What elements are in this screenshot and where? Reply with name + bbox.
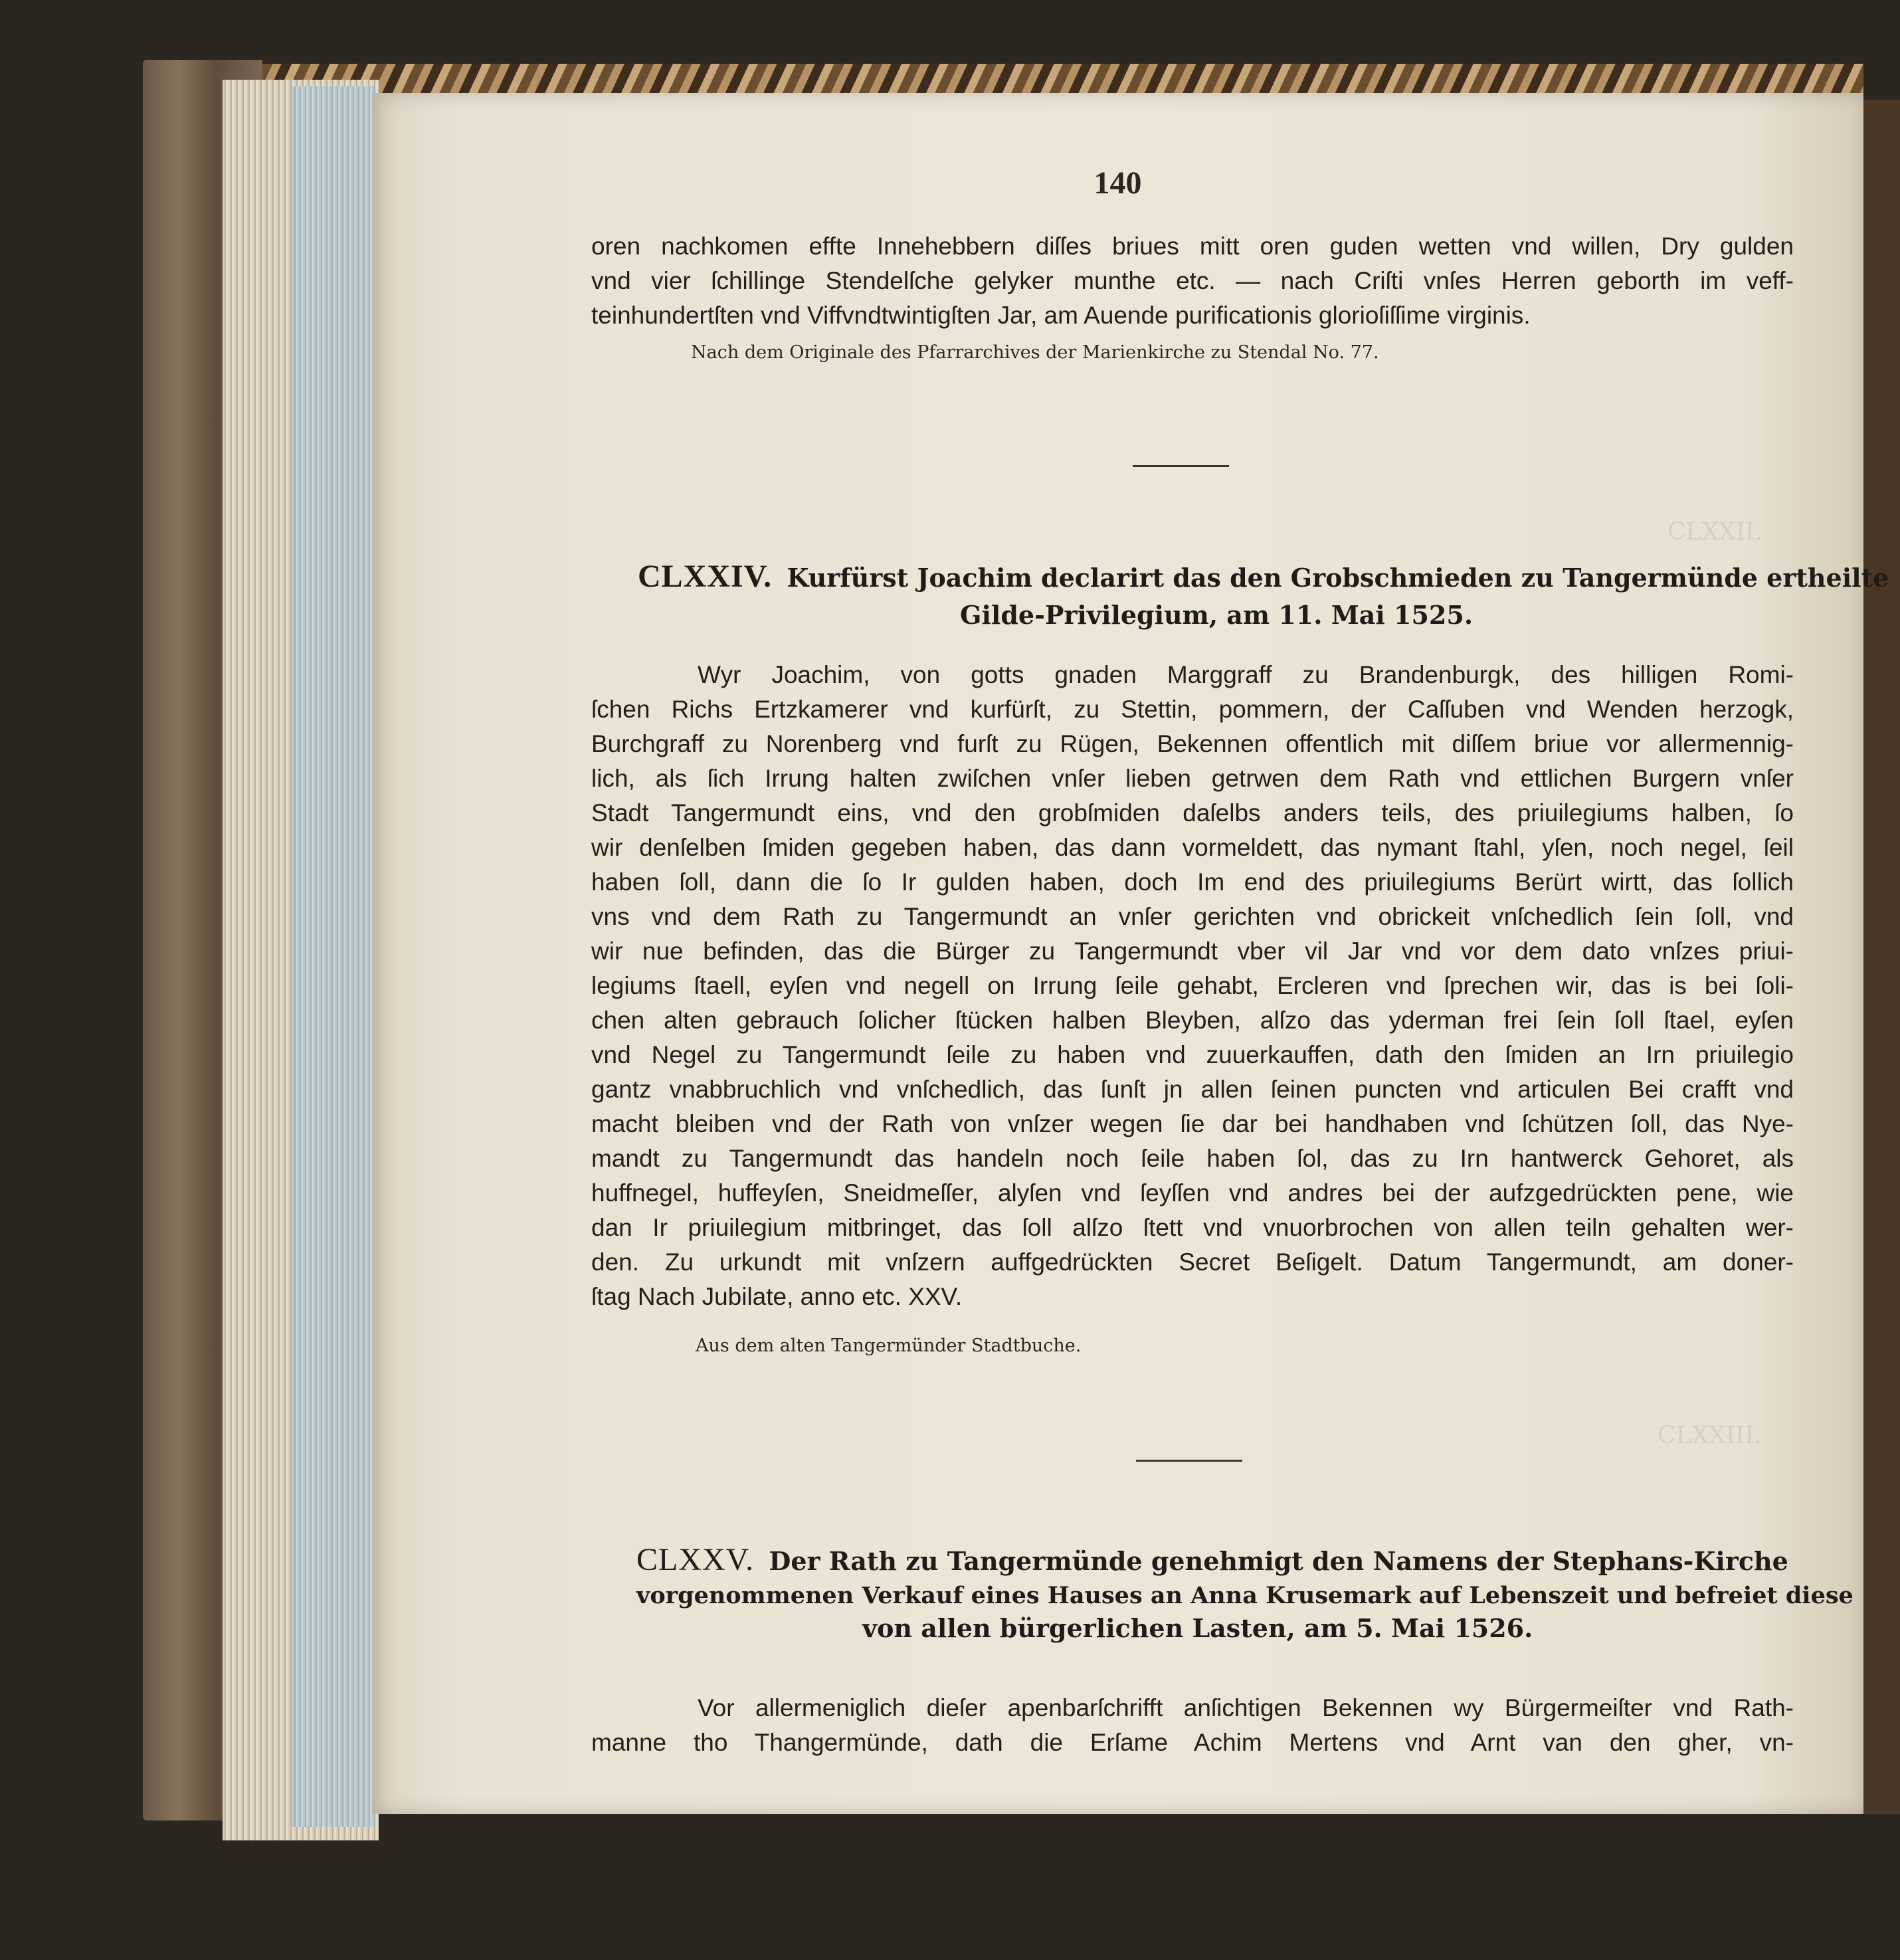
bleed-through-heading-2: CLXXIII. (1658, 1422, 1762, 1449)
document-body-175 (591, 1691, 1794, 1760)
text-line: Wyr Joachim, von gotts gnaden Marggraff zu Brandenburgk, des hilligen Romi- (698, 661, 1794, 688)
text-line: Burchgraff zu Norenberg vnd furſt zu Rügen, Bekennen offentlich mit diſſem briue vor allermennig- (591, 730, 1794, 757)
text-line: oren nachkomen effte Innehebbern diſſes briues mitt oren guden wetten vnd willen, Dry gulden (591, 233, 1794, 260)
section-divider (1133, 465, 1229, 467)
document-body-174 (591, 658, 1794, 1314)
text-line: ſchen Richs Ertzkamerer vnd kurfürſt, zu Stettin, pommern, der Caſſuben vnd Wenden herzogk, (591, 696, 1794, 723)
section-number: CLXXV. (636, 1542, 755, 1577)
text-line: manne tho Thangermünde, dath die Erſame Achim Mertens vnd Arnt van den gher, vn- (591, 1729, 1794, 1756)
text-line: vnd Negel zu Tangermundt ſeile zu haben vnd zuuerkauffen, dath den ſmiden an Irn priuilegio (591, 1041, 1794, 1068)
section-title-line: Der Rath zu Tangermünde genehmigt den Namens der Stephans-Kirche (769, 1546, 1788, 1576)
marbled-endpaper (262, 64, 1863, 97)
section-title-line: von allen bürgerlichen Lasten, am 5. Mai 1526. (862, 1613, 1533, 1643)
section-number: CLXXIV. (638, 559, 773, 594)
section-title-line: vorgenommenen Verkauf eines Hauses an Anna Krusemark auf Lebenszeit und befreiet diese (636, 1582, 1853, 1609)
section-title-line: Gilde-Privilegium, am 11. Mai 1525. (960, 600, 1473, 630)
text-line: vns vnd dem Rath zu Tangermundt an vnſer gerichten vnd obrickeit vnſchedlich ſein ſoll, vnd (591, 903, 1794, 930)
text-line: gantz vnabbruchlich vnd vnſchedlich, das ſunſt jn allen ſeinen puncten vnd articulen Bei crafft vnd (591, 1076, 1794, 1103)
text-line: Vor allermeniglich dieſer apenbarſchrifft anſichtigen Bekennen wy Bürgermeiſter vnd Rath- (698, 1694, 1794, 1721)
text-line: haben ſoll, dann die ſo Ir gulden haben, doch Im end des priuilegiums Berürt wirtt, das ſollich (591, 868, 1794, 896)
text-line: huffnegel, huffeyſen, Sneidmeſſer, alyſen vnd ſeyſſen vnd andres bei der aufzgedrückten pene, wie (591, 1179, 1794, 1207)
section-heading-174 (638, 558, 1889, 630)
text-line: mandt zu Tangermundt das handeln noch ſeile haben ſol, das zu Irn hantwerck Gehoret, als (591, 1145, 1794, 1172)
text-line: wir denſelben ſmiden gegeben haben, das dann vormeldett, das nymant ſtahl, yſen, noch negel, ſeil (591, 834, 1794, 861)
text-line: Stadt Tangermundt eins, vnd den grobſmiden daſelbs anders teils, des priuilegiums halben, ſo (591, 799, 1794, 827)
text-line: macht bleiben vnd der Rath von vnſzer wegen ſie dar bei handhaben vnd ſchützen ſoll, das Nye- (591, 1110, 1794, 1137)
text-line: den. Zu urkundt mit vnſzern auffgedrückten Secret Beſigelt. Datum Tangermundt, am doner- (591, 1248, 1794, 1276)
text-line: teinhundertſten vnd Viffvndtwintigſten Jar, am Auende purificationis glorioſiſſime virginis. (591, 302, 1531, 329)
text-line: wir nue befinden, das die Bürger zu Tangermundt vber vil Jar vnd vor dem dato vnſzes priui- (591, 937, 1794, 965)
text-line: legiums ſtaell, eyſen vnd negell on Irrung ſeile gehabt, Ercleren vnd ſprechen wir, das is bei ſoli- (591, 972, 1794, 999)
text-line: lich, als ſich Irrung halten zwiſchen vnſer lieben getrwen dem Rath vnd ettlichen Burgern vnſer (591, 765, 1794, 792)
book-cover-right (1860, 100, 1900, 1814)
section-heading-175 (636, 1541, 1853, 1643)
text-line: vnd vier ſchillinge Stendelſche gelyker munthe etc. — nach Criſti vnſes Herren geborth im veff- (591, 267, 1794, 294)
source-note: Aus dem alten Tangermünder Stadtbuche. (696, 1335, 1082, 1356)
text-line: chen alten gebrauch ſolicher ſtücken halben Bleyben, alſzo das yderman frei ſein ſoll ſtael, eyſen (591, 1007, 1794, 1034)
source-note: Nach dem Originale des Pfarrarchives der Marienkirche zu Stendal No. 77. (691, 342, 1379, 363)
page-block-edge-tinted (292, 86, 375, 1827)
book-page (372, 93, 1889, 1814)
bleed-through-heading-1: CLXXII. (1667, 518, 1762, 545)
continuation-paragraph (591, 229, 1794, 333)
text-line: dan Ir priuilegium mitbringet, das ſoll alſzo ſtett vnd vnuorbrochen von allen teiln gehalten wer- (591, 1214, 1794, 1241)
text-line: ſtag Nach Jubilate, anno etc. XXV. (591, 1283, 963, 1310)
section-divider (1136, 1460, 1242, 1462)
section-title-line: Kurfürst Joachim declarirt das den Grobschmieden zu Tangermünde ertheilte (787, 563, 1889, 593)
page-number: 140 (1093, 165, 1142, 201)
